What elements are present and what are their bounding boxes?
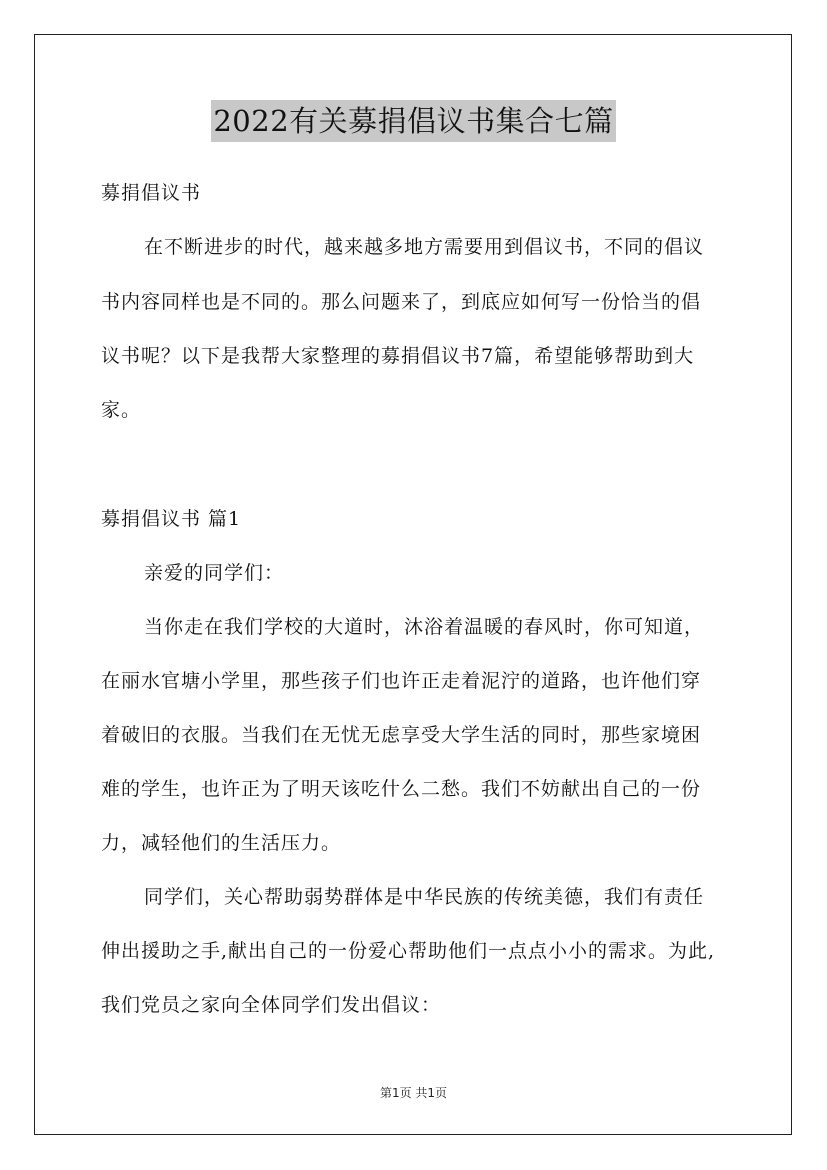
intro-line-1: 在不断进步的时代，越来越多地方需要用到倡议书，不同的倡议 xyxy=(144,236,705,258)
paragraph-2-line-3: 我们党员之家向全体同学们发出倡议： xyxy=(101,994,442,1016)
paragraph-1-line-2: 在丽水官塘小学里，那些孩子们也许正走着泥泞的道路，也许他们穿 xyxy=(101,670,702,692)
paragraph-1-line-4: 难的学生，也许正为了明天该吃什么二愁。我们不妨献出自己的一份 xyxy=(101,778,702,800)
page-footer: 第1页 共1页 xyxy=(379,1086,448,1100)
document-title: 2022有关募捐倡议书集合七篇 xyxy=(211,100,615,142)
paragraph-2-line-1: 同学们，关心帮助弱势群体是中华民族的传统美德，我们有责任 xyxy=(144,886,705,908)
paragraph-1-line-1: 当你走在我们学校的大道时，沐浴着温暖的春风时，你可知道， xyxy=(144,616,705,638)
intro-line-4: 家。 xyxy=(101,399,142,421)
paragraph-1-line-5: 力，减轻他们的生活压力。 xyxy=(101,832,342,854)
paragraph-2-line-2: 伸出援助之手,献出自己的一份爱心帮助他们一点点小小的需求。为此, xyxy=(101,940,716,962)
section-heading: 募捐倡议书 xyxy=(101,182,202,204)
intro-line-3: 议书呢？以下是我帮大家整理的募捐倡议书7篇，希望能够帮助到大 xyxy=(101,345,695,367)
intro-line-2: 书内容同样也是不同的。那么问题来了，到底应如何写一份恰当的倡 xyxy=(101,291,702,313)
article-heading: 募捐倡议书 篇1 xyxy=(101,508,242,530)
salutation: 亲爱的同学们： xyxy=(144,562,285,584)
paragraph-1-line-3: 着破旧的衣服。当我们在无忧无虑享受大学生活的同时，那些家境困 xyxy=(101,724,702,746)
title-container xyxy=(0,100,827,142)
